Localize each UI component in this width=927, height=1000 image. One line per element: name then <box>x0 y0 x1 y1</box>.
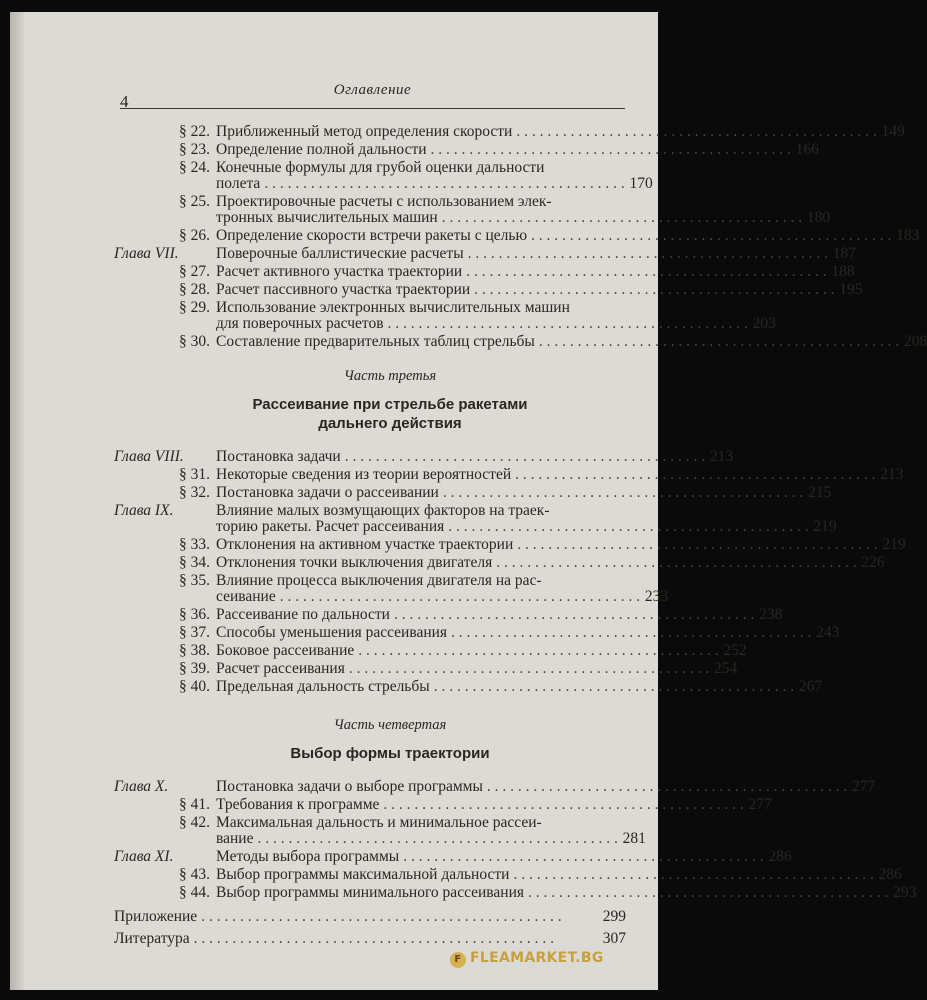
section-number: § 41. <box>179 796 210 813</box>
toc-section-entry <box>114 796 772 813</box>
leader-dots <box>515 467 875 483</box>
toc-section-entry <box>114 281 863 298</box>
toc-entry-title: Отклонения на активном участке траектории <box>216 536 514 553</box>
toc-section-entry <box>114 123 905 140</box>
leader-dots <box>394 607 754 623</box>
section-number: § 27. <box>179 263 210 280</box>
toc-entry-page: 213 <box>880 466 904 483</box>
leader-dots <box>513 867 873 883</box>
toc-section-entry <box>114 193 831 226</box>
toc-section-entry <box>114 299 776 332</box>
section-number: § 33. <box>179 536 210 553</box>
toc-block-part3 <box>114 448 906 695</box>
section-number: § 39. <box>179 660 210 677</box>
toc-entry-title-continuation: полета <box>216 175 261 192</box>
leader-dots <box>517 537 877 553</box>
toc-section-entry <box>114 484 832 501</box>
toc-entry-page: 149 <box>881 123 905 140</box>
toc-entry-title-continuation: сеивание <box>216 588 276 605</box>
toc-entry-title: Влияние процесса выключения двигателя на рас- <box>216 572 542 589</box>
section-number: § 36. <box>179 606 210 623</box>
toc-section-entry <box>114 814 646 847</box>
page-number: 4 <box>120 92 129 111</box>
section-number: § 34. <box>179 554 210 571</box>
toc-entry-page: 213 <box>709 448 734 465</box>
toc-entry-title: Конечные формулы для грубой оценки дальности <box>216 159 545 176</box>
toc-entry-title: Использование электронных вычислительных машин <box>216 299 570 316</box>
running-title: Оглавление <box>333 82 412 98</box>
toc-entry-title: Некоторые сведения из теории вероятностей <box>216 466 512 483</box>
section-number: § 38. <box>179 642 210 659</box>
toc-entry-title: Методы выбора программы <box>216 848 400 865</box>
toc-entry-title: Способы уменьшения рассеивания <box>216 624 448 641</box>
toc-entry-page: 286 <box>878 866 902 883</box>
section-number: § 37. <box>179 624 210 641</box>
chapter-number: Глава IX. <box>114 502 174 519</box>
section-number: § 30. <box>179 333 210 350</box>
toc-entry-page: 233 <box>644 588 669 605</box>
part-title-line: дальнего действия <box>318 415 462 432</box>
chapter-number: Глава VII. <box>114 245 179 262</box>
leader-dots <box>516 124 876 140</box>
toc-section-entry <box>114 624 840 641</box>
part-label: Часть третья <box>343 368 437 384</box>
leader-dots <box>201 909 598 925</box>
toc-entry-title-continuation: торию ракеты. Расчет рассеивания <box>216 518 445 535</box>
toc-section-entry <box>114 572 669 605</box>
leader-dots <box>539 334 899 350</box>
toc-entry-title: Рассеивание по дальности <box>216 606 390 623</box>
toc-entry-page: 299 <box>602 908 626 925</box>
toc-block-part2-end <box>114 123 927 350</box>
toc-section-entry <box>114 333 927 350</box>
toc-entry-page: 277 <box>852 778 876 795</box>
toc-entry-title: Литература <box>114 930 190 947</box>
leader-dots <box>451 625 811 641</box>
toc-entry-page: 187 <box>832 245 856 262</box>
toc-entry-page: 281 <box>622 830 646 847</box>
leader-dots <box>194 931 598 947</box>
toc-entry-title: Проектировочные расчеты с использованием элек- <box>216 193 552 210</box>
toc-entry-title-continuation: для поверочных расчетов <box>216 315 384 332</box>
chapter-number: Глава XI. <box>114 848 174 865</box>
leader-dots <box>448 519 808 535</box>
chapter-number: Глава VIII. <box>114 448 184 465</box>
toc-entry-page: 188 <box>831 263 855 280</box>
table-of-contents <box>114 123 927 947</box>
toc-entry-title: Расчет активного участка траектории <box>216 263 463 280</box>
toc-entry-title: Расчет пассивного участка траектории <box>216 281 471 298</box>
leader-dots <box>528 885 888 901</box>
toc-entry-title: Выбор программы минимального рассеивания <box>216 884 525 901</box>
leader-dots <box>264 176 624 192</box>
toc-entry-title: Максимальная дальность и минимальное рассеи- <box>216 814 542 831</box>
toc-chapter-entry <box>114 448 734 465</box>
toc-entry-page: 183 <box>896 227 920 244</box>
watermark-logo <box>450 950 604 968</box>
section-number: § 40. <box>179 678 210 695</box>
section-number: § 43. <box>179 866 210 883</box>
part-title-line: Выбор формы траектории <box>290 745 490 762</box>
toc-entry-page: 254 <box>713 660 738 677</box>
toc-section-entry <box>114 866 902 883</box>
section-number: § 35. <box>179 572 210 589</box>
section-number: § 31. <box>179 466 210 483</box>
toc-entry-appendix <box>114 909 626 925</box>
leader-dots <box>257 831 617 847</box>
toc-entry-page: 238 <box>759 606 783 623</box>
toc-section-entry <box>114 466 904 483</box>
toc-entry-page: 195 <box>839 281 863 298</box>
toc-chapter-entry <box>114 245 856 262</box>
toc-entry-title: Постановка задачи о выборе программы <box>216 778 483 795</box>
toc-chapter-entry <box>114 778 876 795</box>
toc-entry-page: 267 <box>798 678 823 695</box>
part-label: Часть четвертая <box>333 717 447 733</box>
toc-entry-page: 226 <box>861 554 885 571</box>
toc-chapter-entry <box>114 502 837 535</box>
leader-dots <box>487 779 847 795</box>
section-number: § 24. <box>179 159 210 176</box>
toc-section-entry <box>114 660 738 677</box>
section-number: § 25. <box>179 193 210 210</box>
toc-section-entry <box>114 536 906 553</box>
watermark-text: FLEAMARKET.BG <box>470 950 604 966</box>
part-title-line: Рассеивание при стрельбе ракетами <box>252 396 528 413</box>
toc-entry-page: 166 <box>795 141 819 158</box>
toc-entry-page: 170 <box>629 175 653 192</box>
toc-entry-title: Расчет рассеивания <box>216 660 345 677</box>
toc-entry-page: 215 <box>807 484 832 501</box>
toc-entry-title: Поверочные баллистические расчеты <box>216 245 464 262</box>
leader-dots <box>383 797 743 813</box>
page-header <box>120 76 625 109</box>
toc-entry-title-continuation: тронных вычислительных машин <box>216 209 438 226</box>
toc-entry-title: Влияние малых возмущающих факторов на траек- <box>216 502 550 519</box>
toc-entry-title: Составление предварительных таблиц стрельбы <box>216 333 535 350</box>
chapter-number: Глава X. <box>114 778 169 795</box>
leader-dots <box>434 679 794 695</box>
leader-dots <box>388 316 748 332</box>
toc-entry-page: 243 <box>816 624 840 641</box>
section-number: § 44. <box>179 884 210 901</box>
toc-entry-page: 219 <box>882 536 906 553</box>
book-page <box>10 12 927 990</box>
section-number: § 28. <box>179 281 210 298</box>
toc-entry-page: 277 <box>748 796 772 813</box>
leader-dots <box>345 449 705 465</box>
book-spine-shadow <box>10 12 24 990</box>
leader-dots <box>403 849 763 865</box>
section-number: § 22. <box>179 123 210 140</box>
toc-entry-page: 180 <box>806 209 831 226</box>
part-title <box>114 744 626 763</box>
toc-entry-literature <box>114 931 626 947</box>
toc-section-entry <box>114 141 819 158</box>
toc-section-entry <box>114 263 855 280</box>
toc-entry-title: Приближенный метод определения скорости <box>216 123 513 140</box>
leader-dots <box>531 228 891 244</box>
toc-entry-page: 286 <box>768 848 792 865</box>
toc-section-entry <box>114 554 885 571</box>
section-number: § 29. <box>179 299 210 316</box>
toc-entry-title: Определение скорости встречи ракеты с целью <box>216 227 528 244</box>
toc-entry-title: Постановка задачи <box>216 448 341 465</box>
leader-dots <box>496 555 856 571</box>
leader-dots <box>358 643 718 659</box>
toc-entry-title: Постановка задачи о рассеивании <box>216 484 439 501</box>
toc-entry-page: 208 <box>903 333 927 350</box>
leader-dots <box>468 246 828 262</box>
leader-dots <box>349 661 709 677</box>
toc-entry-title: Отклонения точки выключения двигателя <box>216 554 493 571</box>
toc-entry-page: 203 <box>752 315 776 332</box>
leader-dots <box>466 264 826 280</box>
toc-entry-title-continuation: вание <box>216 830 254 847</box>
toc-chapter-entry <box>114 848 792 865</box>
leader-dots <box>474 282 834 298</box>
section-number: § 42. <box>179 814 210 831</box>
section-number: § 23. <box>179 141 210 158</box>
toc-entry-title: Определение полной дальности <box>216 141 427 158</box>
toc-section-entry <box>114 678 823 695</box>
toc-section-entry <box>114 606 783 623</box>
toc-entry-title: Требования к программе <box>216 796 380 813</box>
leader-dots <box>442 210 802 226</box>
toc-section-entry <box>114 642 747 659</box>
toc-entry-page: 307 <box>602 930 626 947</box>
toc-entry-title: Боковое рассеивание <box>216 642 355 659</box>
toc-block-part4 <box>114 778 917 901</box>
toc-entry-page: 219 <box>813 518 837 535</box>
toc-section-entry <box>114 159 653 192</box>
watermark-badge-icon: F <box>450 952 466 968</box>
toc-entry-title: Предельная дальность стрельбы <box>216 678 430 695</box>
toc-section-entry <box>114 884 917 901</box>
section-number: § 32. <box>179 484 210 501</box>
toc-section-entry <box>114 227 920 244</box>
part-title <box>114 395 626 433</box>
toc-entry-title: Выбор программы максимальной дальности <box>216 866 510 883</box>
toc-entry-page: 252 <box>723 642 747 659</box>
leader-dots <box>280 589 640 605</box>
section-number: § 26. <box>179 227 210 244</box>
leader-dots <box>431 142 791 158</box>
leader-dots <box>443 485 803 501</box>
toc-entry-page: 293 <box>893 884 917 901</box>
toc-entry-title: Приложение <box>114 908 198 925</box>
